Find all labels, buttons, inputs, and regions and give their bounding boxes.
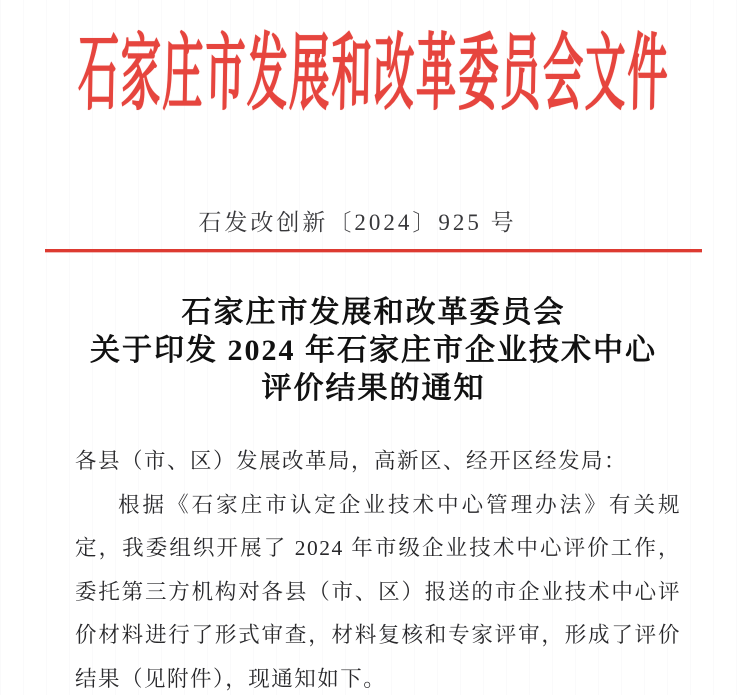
red-divider-rule	[45, 249, 702, 252]
salutation-line: 各县（市、区）发展改革局，高新区、经开区经发局：	[75, 449, 628, 473]
title-line-3: 评价结果的通知	[261, 372, 486, 405]
document-body	[75, 440, 681, 695]
title-line-2: 关于印发 2024 年石家庄市企业技术中心	[90, 334, 657, 367]
body-paragraph: 根据《石家庄市认定企业技术中心管理办法》有关规定，我委组织开展了 2024 年市级企业技术中心评价工作，委托第三方机构对各县（市、区）报送的市企业技术中心评价材料进行了形式审查，材料复核和专家评审，形成了评价结果（见附件），现通知如下。	[75, 492, 681, 691]
agency-banner	[0, 12, 747, 120]
agency-banner-text: 石家庄市发展和改革委员会文件	[76, 27, 670, 121]
document-title	[0, 294, 747, 408]
title-line-1: 石家庄市发展和改革委员会	[181, 296, 566, 329]
document-number: 石发改创新〔2024〕925 号	[198, 210, 517, 235]
